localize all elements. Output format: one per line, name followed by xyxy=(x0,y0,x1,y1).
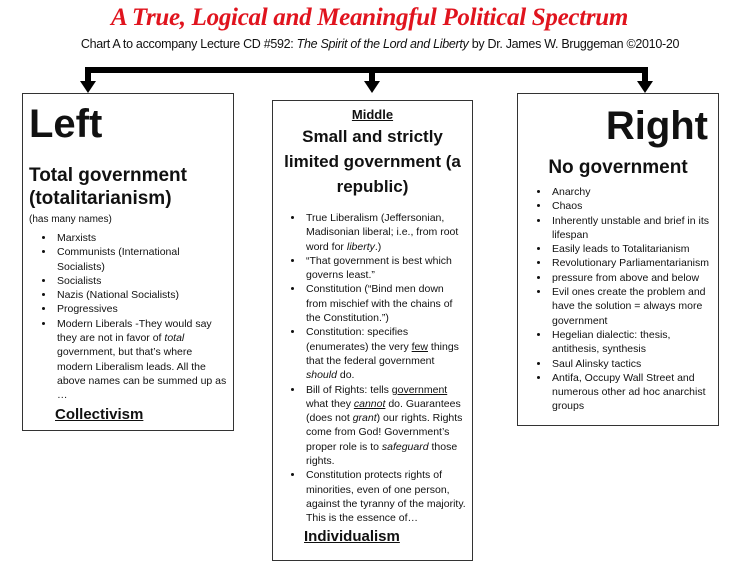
connector-bar xyxy=(85,67,648,73)
subtitle-lecture-title: The Spirit of the Lord and Liberty xyxy=(296,37,469,51)
list-item-text: ) our rights. Rights come from God! Government’s proper role is to xyxy=(306,412,463,453)
list-item xyxy=(304,468,467,525)
list-item xyxy=(550,357,712,371)
left-conclusion: Collectivism xyxy=(55,405,144,423)
list-item-text: few xyxy=(411,340,428,353)
subtitle-prefix: Chart A to accompany Lecture CD #592: xyxy=(80,37,297,51)
list-item-text: Inherently unstable and brief in its lifespan xyxy=(552,214,710,241)
middle-box xyxy=(272,100,473,561)
arrow-left-icon xyxy=(80,81,96,93)
list-item-text: “That government is best which governs least.” xyxy=(306,254,452,282)
list-item-text: Hegelian dialectic: thesis, antithesis, synthesis xyxy=(552,328,671,356)
list-item-text: government xyxy=(391,383,448,396)
list-item xyxy=(304,325,467,382)
list-item-text: .) xyxy=(374,240,382,253)
list-item-text: safeguard xyxy=(381,440,429,453)
list-item-text: total xyxy=(164,332,185,345)
chart-title: A True, Logical and Meaningful Political Spectrum xyxy=(110,4,629,31)
list-item xyxy=(550,242,712,256)
list-item-text: Antifa, Occupy Wall Street and numerous other ad hoc anarchist groups xyxy=(552,371,706,413)
list-item-text: Easily leads to Totalitarianism xyxy=(552,243,690,256)
list-item-text: do. xyxy=(336,369,355,382)
list-item xyxy=(55,288,227,302)
arrow-middle-icon xyxy=(364,81,380,93)
list-item-text: Bill of Rights: tells xyxy=(306,383,392,396)
subtitle-suffix: by Dr. James W. Bruggeman ©2010-20 xyxy=(468,37,680,51)
list-item-text: pressure from above and below xyxy=(552,271,700,284)
list-item xyxy=(55,317,227,403)
middle-list xyxy=(278,211,467,526)
list-item-text: Communists (International Socialists) xyxy=(57,246,180,273)
list-item-text: Socialists xyxy=(57,274,102,287)
list-item-text: Nazis (National Socialists) xyxy=(57,289,179,302)
list-item-text: grant xyxy=(352,412,377,425)
list-item xyxy=(550,328,712,357)
list-item xyxy=(550,214,712,243)
list-item xyxy=(550,271,712,285)
left-subheading: Total government (totalitarianism) xyxy=(29,165,187,209)
left-note: (has many names) xyxy=(29,214,112,225)
list-item-text: Marxists xyxy=(57,232,97,244)
list-item-text: Chaos xyxy=(552,200,583,213)
list-item-text: government, but that’s where modern Liberalism leads. All the above names can be summed up as … xyxy=(57,346,227,402)
list-item xyxy=(304,211,467,254)
list-item-text: should xyxy=(306,369,337,382)
list-item xyxy=(55,245,227,274)
list-item-text: do. Guarantees (does not xyxy=(306,397,461,425)
list-item-text: True Liberalism (Jeffersonian, Madisonian liberal; i.e., from root word for xyxy=(306,212,459,253)
list-item xyxy=(550,185,712,199)
middle-label: Middle xyxy=(351,107,394,122)
list-item-text: Constitution: specifies (enumerates) the very xyxy=(306,326,412,353)
right-heading: Right xyxy=(605,104,708,148)
left-list xyxy=(29,231,227,403)
list-item-text: cannot xyxy=(353,397,386,410)
list-item-text: things that the federal government xyxy=(306,340,459,367)
list-item xyxy=(550,371,712,414)
list-item xyxy=(55,231,227,245)
middle-conclusion: Individualism xyxy=(304,527,400,545)
list-item-text: Saul Alinsky tactics xyxy=(552,357,642,370)
list-item xyxy=(550,285,712,328)
list-item-text: Modern Liberals -They would say they are not in favor of xyxy=(57,317,212,345)
arrow-right-icon xyxy=(637,81,653,93)
list-item xyxy=(550,256,712,270)
list-item-text: Revolutionary Parliamentarianism xyxy=(552,257,709,270)
list-item-text: those rights. xyxy=(306,440,458,468)
list-item xyxy=(55,274,227,288)
left-box xyxy=(22,93,234,431)
middle-subheading: Small and strictly limited government (a republic) xyxy=(284,127,461,196)
chart-subtitle xyxy=(0,37,739,51)
list-item-text: Anarchy xyxy=(552,186,591,198)
list-item xyxy=(304,383,467,469)
list-item-text: Evil ones create the problem and have the solution = always more government xyxy=(552,286,706,327)
right-subheading: No government xyxy=(548,157,688,178)
list-item-text: Constitution (“Bind men down from mischief with the chains of the Constitution.”) xyxy=(306,283,453,325)
list-item xyxy=(550,199,712,213)
left-heading: Left xyxy=(29,102,103,146)
right-list xyxy=(524,185,712,414)
list-item-text: what they xyxy=(306,397,354,410)
right-box xyxy=(517,93,719,426)
list-item xyxy=(304,282,467,325)
list-item xyxy=(304,254,467,283)
list-item-text: liberty xyxy=(346,240,375,253)
list-item xyxy=(55,302,227,316)
list-item-text: Progressives xyxy=(57,303,118,316)
list-item-text: Constitution protects rights of minorities, even of one person, against the tyranny of the majority. This is the essence of… xyxy=(306,469,466,525)
